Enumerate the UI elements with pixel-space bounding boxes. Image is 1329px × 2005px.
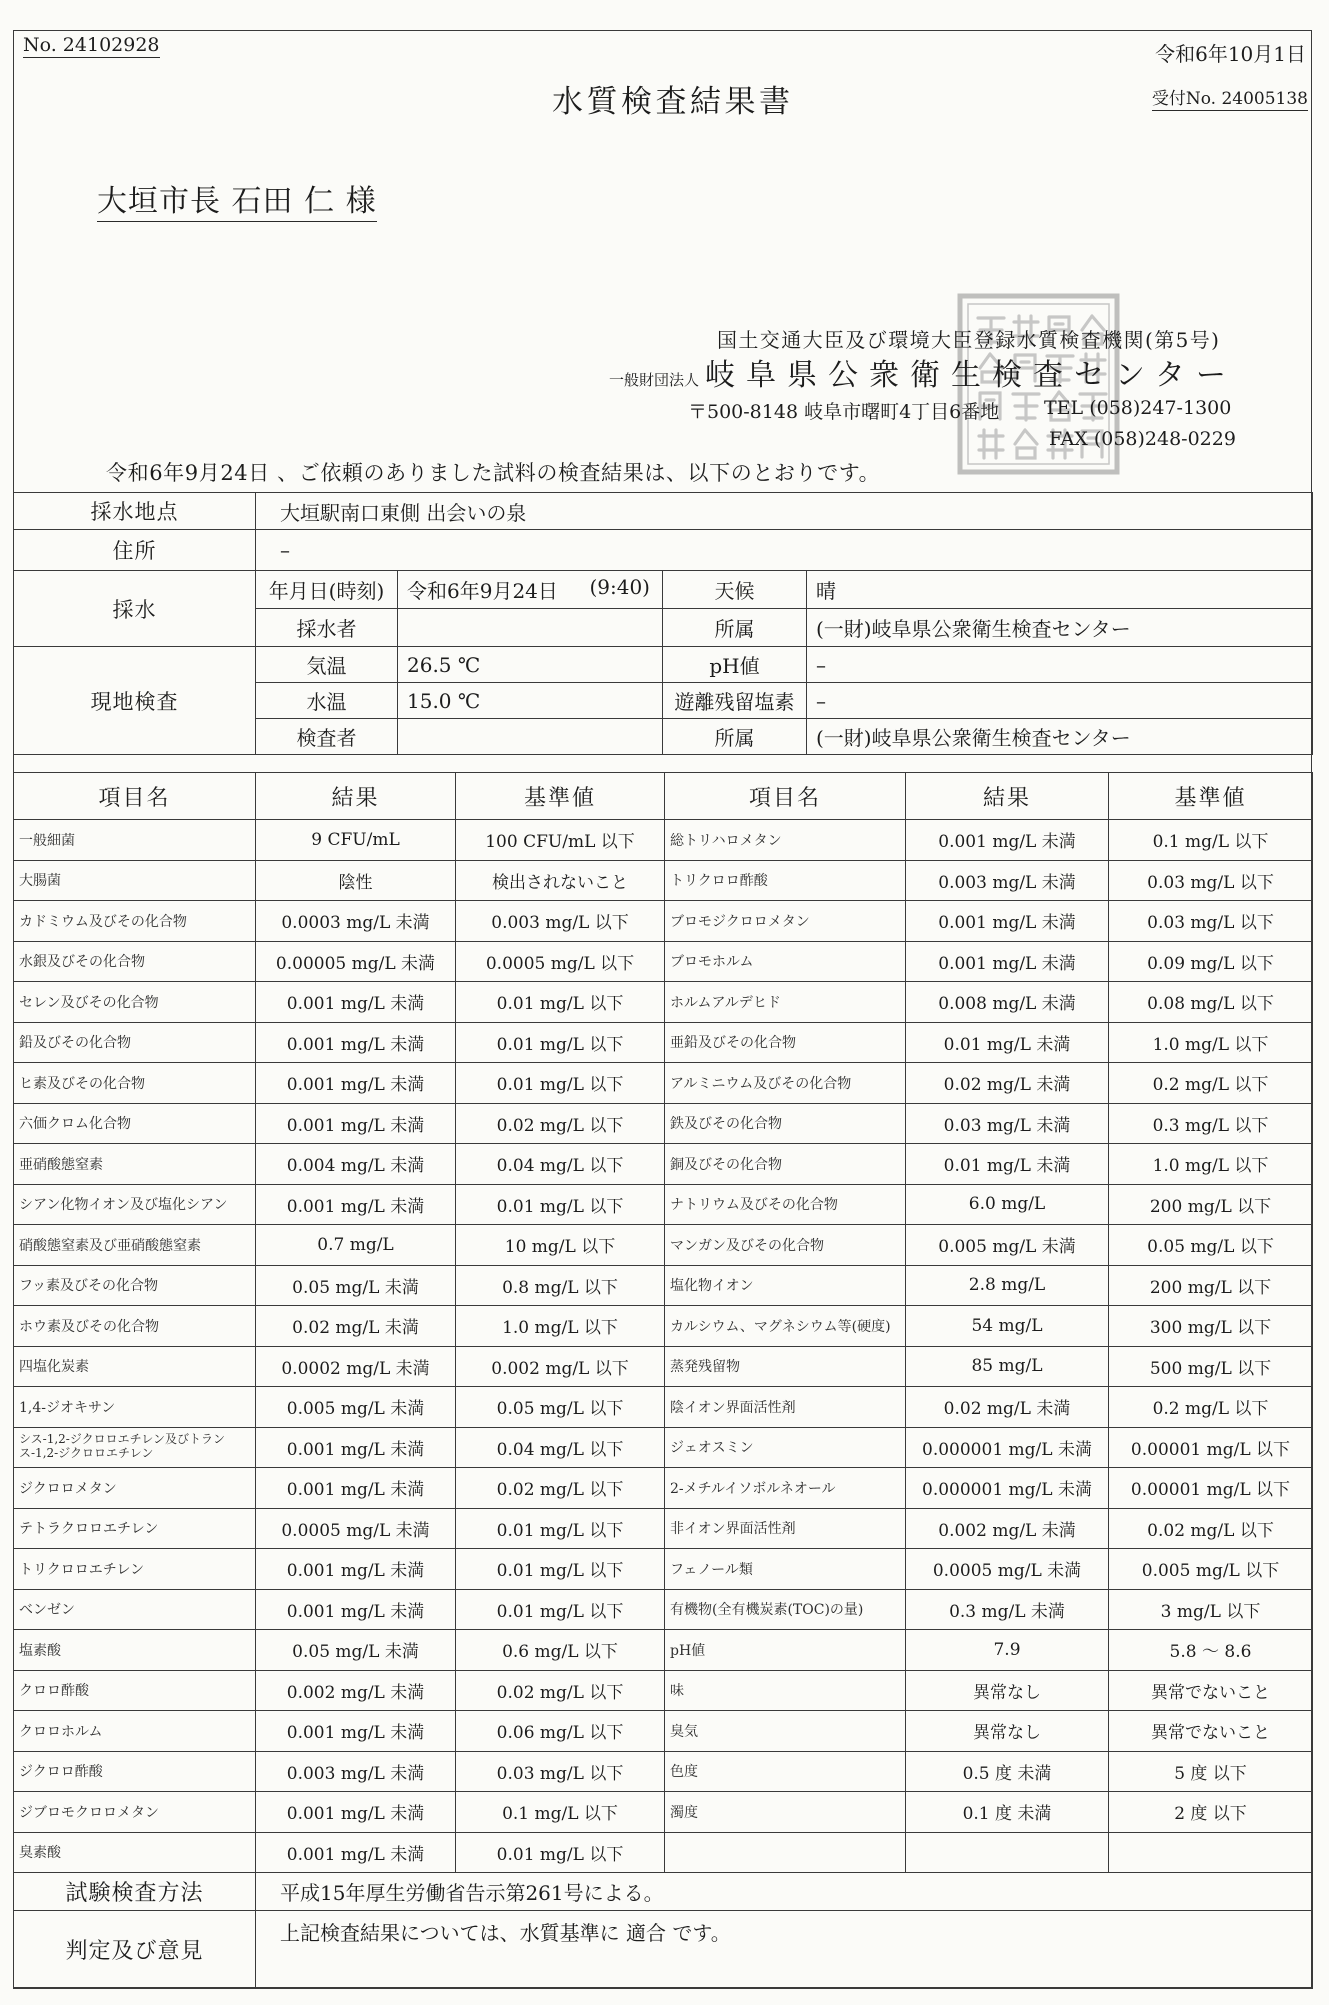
item-name: 有機物(全有機炭素(TOC)の量) bbox=[665, 1589, 906, 1630]
standard-value: 500 mg/L 以下 bbox=[1109, 1346, 1313, 1387]
item-name: ベンゼン bbox=[14, 1589, 256, 1630]
inspector-affiliation-label: 所属 bbox=[663, 719, 807, 755]
item-name: セレン及びその化合物 bbox=[14, 982, 256, 1023]
result-row bbox=[14, 1589, 1313, 1630]
result-row bbox=[14, 901, 1313, 942]
standard-value: 0.01 mg/L 以下 bbox=[456, 1549, 665, 1590]
field-test-label: 現地検査 bbox=[14, 647, 256, 755]
result-value: 0.02 mg/L 未満 bbox=[906, 1063, 1109, 1104]
result-row bbox=[14, 1670, 1313, 1711]
ph-value: – bbox=[807, 647, 1313, 683]
result-value: 0.004 mg/L 未満 bbox=[256, 1144, 456, 1185]
result-value: 0.02 mg/L 未満 bbox=[906, 1387, 1109, 1428]
results-header-row bbox=[14, 773, 1313, 820]
item-name bbox=[665, 1832, 906, 1873]
ph-label: pH値 bbox=[663, 647, 807, 683]
standard-value: 0.00001 mg/L 以下 bbox=[1109, 1468, 1313, 1509]
result-row bbox=[14, 1832, 1313, 1873]
intro-sentence bbox=[106, 457, 880, 487]
result-value: 0.005 mg/L 未満 bbox=[906, 1225, 1109, 1266]
result-value: 0.001 mg/L 未満 bbox=[906, 820, 1109, 861]
result-row bbox=[14, 860, 1313, 901]
item-name: カルシウム、マグネシウム等(硬度) bbox=[665, 1306, 906, 1347]
weather-value: 晴 bbox=[807, 571, 1313, 609]
header-standard: 基準値 bbox=[1109, 773, 1313, 820]
item-name: 濁度 bbox=[665, 1792, 906, 1833]
result-value: 0.001 mg/L 未満 bbox=[256, 982, 456, 1023]
standard-value: 0.05 mg/L 以下 bbox=[456, 1387, 665, 1428]
item-name: 大腸菌 bbox=[14, 860, 256, 901]
result-row bbox=[14, 1103, 1313, 1144]
item-name: 一般細菌 bbox=[14, 820, 256, 861]
result-value: 0.001 mg/L 未満 bbox=[256, 1792, 456, 1833]
header-item: 項目名 bbox=[665, 773, 906, 820]
air-temp-row bbox=[14, 647, 1313, 683]
item-name: 鉄及びその化合物 bbox=[665, 1103, 906, 1144]
item-name: 六価クロム化合物 bbox=[14, 1103, 256, 1144]
item-name: 塩化物イオン bbox=[665, 1265, 906, 1306]
sampler-affiliation-value: (一財)岐阜県公衆衛生検査センター bbox=[807, 609, 1313, 647]
air-temp-label: 気温 bbox=[256, 647, 398, 683]
issuer-registration: 国土交通大臣及び環境大臣登録水質検査機関(第5号) bbox=[717, 328, 1221, 352]
standard-value: 0.03 mg/L 以下 bbox=[1109, 860, 1313, 901]
sampling-label: 採水 bbox=[14, 571, 256, 647]
item-name: 硝酸態窒素及び亜硝酸態窒素 bbox=[14, 1225, 256, 1266]
water-temp-label: 水温 bbox=[256, 683, 398, 719]
item-name: フェノール類 bbox=[665, 1549, 906, 1590]
item-name: トリクロロエチレン bbox=[14, 1549, 256, 1590]
result-row bbox=[14, 941, 1313, 982]
result-value: 0.002 mg/L 未満 bbox=[256, 1670, 456, 1711]
standard-value: 0.3 mg/L 以下 bbox=[1109, 1103, 1313, 1144]
results-table bbox=[13, 772, 1313, 1873]
result-value: 0.01 mg/L 未満 bbox=[906, 1144, 1109, 1185]
issuer-fax: FAX (058)248-0229 bbox=[1049, 428, 1236, 450]
item-name: 陰イオン界面活性剤 bbox=[665, 1387, 906, 1428]
water-temp-value: 15.0 ℃ bbox=[398, 683, 663, 719]
datetime-value bbox=[398, 571, 663, 609]
result-value: 0.05 mg/L 未満 bbox=[256, 1265, 456, 1306]
header-item: 項目名 bbox=[14, 773, 256, 820]
result-value: 6.0 mg/L bbox=[906, 1184, 1109, 1225]
addressee: 大垣市長 石田 仁 様 bbox=[97, 176, 377, 222]
standard-value: 0.003 mg/L 以下 bbox=[456, 901, 665, 942]
standard-value: 0.8 mg/L 以下 bbox=[456, 1265, 665, 1306]
result-value: 0.0002 mg/L 未満 bbox=[256, 1346, 456, 1387]
result-value: 0.1 度 未満 bbox=[906, 1792, 1109, 1833]
method-row bbox=[14, 1873, 1313, 1911]
sampling-datetime-row bbox=[14, 571, 1313, 609]
judgement-value: 上記検査結果については、水質基準に 適合 です。 bbox=[256, 1911, 1313, 1989]
standard-value: 0.02 mg/L 以下 bbox=[456, 1468, 665, 1509]
result-row bbox=[14, 1792, 1313, 1833]
header-result: 結果 bbox=[906, 773, 1109, 820]
result-value: 0.002 mg/L 未満 bbox=[906, 1508, 1109, 1549]
item-name: pH値 bbox=[665, 1630, 906, 1671]
result-value: 0.5 度 未満 bbox=[906, 1751, 1109, 1792]
weather-label: 天候 bbox=[663, 571, 807, 609]
result-value: 0.001 mg/L 未満 bbox=[906, 941, 1109, 982]
result-value: 0.001 mg/L 未満 bbox=[256, 1711, 456, 1752]
standard-value: 0.002 mg/L 以下 bbox=[456, 1346, 665, 1387]
result-value: 0.008 mg/L 未満 bbox=[906, 982, 1109, 1023]
item-name: ブロモホルム bbox=[665, 941, 906, 982]
standard-value: 0.05 mg/L 以下 bbox=[1109, 1225, 1313, 1266]
standard-value: 0.01 mg/L 以下 bbox=[456, 1022, 665, 1063]
standard-value: 0.2 mg/L 以下 bbox=[1109, 1387, 1313, 1428]
result-row bbox=[14, 820, 1313, 861]
result-row bbox=[14, 1630, 1313, 1671]
issuer-address: 〒500-8148 岐阜市曙町4丁目6番地 bbox=[688, 401, 1000, 423]
header-standard: 基準値 bbox=[456, 773, 665, 820]
standard-value: 0.01 mg/L 以下 bbox=[456, 982, 665, 1023]
result-value: 0.0005 mg/L 未満 bbox=[256, 1508, 456, 1549]
standard-value: 0.09 mg/L 以下 bbox=[1109, 941, 1313, 982]
standard-value: 0.00001 mg/L 以下 bbox=[1109, 1427, 1313, 1468]
item-name: 味 bbox=[665, 1670, 906, 1711]
item-name: 色度 bbox=[665, 1751, 906, 1792]
issue-date: 令和6年10月1日 bbox=[1155, 42, 1306, 66]
judgement-label: 判定及び意見 bbox=[14, 1911, 256, 1989]
page-title: 水質検査結果書 bbox=[552, 84, 794, 120]
result-row bbox=[14, 1063, 1313, 1104]
standard-value: 3 mg/L 以下 bbox=[1109, 1589, 1313, 1630]
location-row bbox=[14, 493, 1313, 530]
standard-value: 0.02 mg/L 以下 bbox=[1109, 1508, 1313, 1549]
inspector-affiliation-value: (一財)岐阜県公衆衛生検査センター bbox=[807, 719, 1313, 755]
item-name: トリクロロ酢酸 bbox=[665, 860, 906, 901]
result-row bbox=[14, 1184, 1313, 1225]
footer-table bbox=[13, 1872, 1313, 1989]
location-label: 採水地点 bbox=[14, 493, 256, 530]
result-value bbox=[906, 1832, 1109, 1873]
result-row bbox=[14, 1751, 1313, 1792]
issuer-org-type: 一般財団法人 bbox=[609, 371, 700, 389]
result-row bbox=[14, 1711, 1313, 1752]
standard-value: 1.0 mg/L 以下 bbox=[456, 1306, 665, 1347]
sampler-value bbox=[398, 609, 663, 647]
issuer-tel: TEL (058)247-1300 bbox=[1044, 397, 1232, 419]
result-value: 0.001 mg/L 未満 bbox=[256, 1549, 456, 1590]
item-name: カドミウム及びその化合物 bbox=[14, 901, 256, 942]
result-value: 0.05 mg/L 未満 bbox=[256, 1630, 456, 1671]
item-name: ジクロロ酢酸 bbox=[14, 1751, 256, 1792]
standard-value: 検出されないこと bbox=[456, 860, 665, 901]
item-name: ブロモジクロロメタン bbox=[665, 901, 906, 942]
item-name: 塩素酸 bbox=[14, 1630, 256, 1671]
standard-value: 0.01 mg/L 以下 bbox=[456, 1184, 665, 1225]
result-value: 異常なし bbox=[906, 1711, 1109, 1752]
results-body bbox=[14, 820, 1313, 1873]
result-row bbox=[14, 1306, 1313, 1347]
standard-value: 0.0005 mg/L 以下 bbox=[456, 941, 665, 982]
result-row bbox=[14, 1468, 1313, 1509]
standard-value: 10 mg/L 以下 bbox=[456, 1225, 665, 1266]
intro-text: 、ご依頼のありました試料の検査結果は、以下のとおりです。 bbox=[269, 461, 881, 485]
item-name: 亜鉛及びその化合物 bbox=[665, 1022, 906, 1063]
result-value: 85 mg/L bbox=[906, 1346, 1109, 1387]
standard-value: 5 度 以下 bbox=[1109, 1751, 1313, 1792]
result-value: 0.001 mg/L 未満 bbox=[256, 1103, 456, 1144]
address-row bbox=[14, 530, 1313, 571]
method-value: 平成15年厚生労働省告示第261号による。 bbox=[256, 1873, 1313, 1911]
item-name: 臭素酸 bbox=[14, 1832, 256, 1873]
result-value: 0.7 mg/L bbox=[256, 1225, 456, 1266]
result-value: 0.001 mg/L 未満 bbox=[256, 1832, 456, 1873]
item-name: ナトリウム及びその化合物 bbox=[665, 1184, 906, 1225]
standard-value: 2 度 以下 bbox=[1109, 1792, 1313, 1833]
item-name: ジクロロメタン bbox=[14, 1468, 256, 1509]
standard-value: 0.02 mg/L 以下 bbox=[456, 1670, 665, 1711]
standard-value: 5.8 ～ 8.6 bbox=[1109, 1630, 1313, 1671]
standard-value: 0.03 mg/L 以下 bbox=[1109, 901, 1313, 942]
result-row bbox=[14, 1346, 1313, 1387]
result-value: 陰性 bbox=[256, 860, 456, 901]
standard-value: 0.04 mg/L 以下 bbox=[456, 1144, 665, 1185]
result-value: 0.0003 mg/L 未満 bbox=[256, 901, 456, 942]
document-number: No. 24102928 bbox=[23, 34, 160, 56]
result-value: 異常なし bbox=[906, 1670, 1109, 1711]
item-name: シアン化物イオン及び塩化シアン bbox=[14, 1184, 256, 1225]
method-label: 試験検査方法 bbox=[14, 1873, 256, 1911]
request-date: 令和6年9月24日 bbox=[106, 461, 270, 485]
judgement-row bbox=[14, 1911, 1313, 1989]
standard-value: 0.005 mg/L 以下 bbox=[1109, 1549, 1313, 1590]
standard-value: 0.04 mg/L 以下 bbox=[456, 1427, 665, 1468]
chlorine-label: 遊離残留塩素 bbox=[663, 683, 807, 719]
result-value: 0.3 mg/L 未満 bbox=[906, 1589, 1109, 1630]
result-value: 0.001 mg/L 未満 bbox=[256, 1468, 456, 1509]
sampling-date: 令和6年9月24日 bbox=[407, 579, 558, 603]
receipt-number: 受付No. 24005138 bbox=[1152, 84, 1308, 111]
item-name: 銅及びその化合物 bbox=[665, 1144, 906, 1185]
sampling-time: (9:40) bbox=[589, 575, 650, 599]
result-value: 0.0005 mg/L 未満 bbox=[906, 1549, 1109, 1590]
item-name: クロロホルム bbox=[14, 1711, 256, 1752]
item-name: ホルムアルデヒド bbox=[665, 982, 906, 1023]
standard-value: 0.2 mg/L 以下 bbox=[1109, 1063, 1313, 1104]
standard-value: 1.0 mg/L 以下 bbox=[1109, 1144, 1313, 1185]
standard-value: 異常でないこと bbox=[1109, 1670, 1313, 1711]
issuer-org-name: 岐阜県公衆衛生検査センター bbox=[705, 358, 1237, 393]
inspector-label: 検査者 bbox=[256, 719, 398, 755]
standard-value: 0.1 mg/L 以下 bbox=[1109, 820, 1313, 861]
result-value: 0.001 mg/L 未満 bbox=[256, 1022, 456, 1063]
result-row bbox=[14, 1387, 1313, 1428]
standard-value: 0.08 mg/L 以下 bbox=[1109, 982, 1313, 1023]
item-name: 鉛及びその化合物 bbox=[14, 1022, 256, 1063]
air-temp-value: 26.5 ℃ bbox=[398, 647, 663, 683]
result-value: 0.001 mg/L 未満 bbox=[256, 1427, 456, 1468]
item-name: 非イオン界面活性剤 bbox=[665, 1508, 906, 1549]
location-value: 大垣駅南口東側 出会いの泉 bbox=[256, 493, 1313, 530]
item-name: フッ素及びその化合物 bbox=[14, 1265, 256, 1306]
standard-value: 0.01 mg/L 以下 bbox=[456, 1589, 665, 1630]
result-value: 7.9 bbox=[906, 1630, 1109, 1671]
result-row bbox=[14, 1427, 1313, 1468]
issuer-organization bbox=[609, 350, 1237, 394]
standard-value: 200 mg/L 以下 bbox=[1109, 1184, 1313, 1225]
result-value: 0.001 mg/L 未満 bbox=[256, 1063, 456, 1104]
item-name: アルミニウム及びその化合物 bbox=[665, 1063, 906, 1104]
item-name: ヒ素及びその化合物 bbox=[14, 1063, 256, 1104]
header-result: 結果 bbox=[256, 773, 456, 820]
item-name: 臭気 bbox=[665, 1711, 906, 1752]
item-name: ジェオスミン bbox=[665, 1427, 906, 1468]
result-value: 0.000001 mg/L 未満 bbox=[906, 1468, 1109, 1509]
standard-value bbox=[1109, 1832, 1313, 1873]
inspector-value bbox=[398, 719, 663, 755]
result-value: 0.000001 mg/L 未満 bbox=[906, 1427, 1109, 1468]
address-label: 住所 bbox=[14, 530, 256, 571]
standard-value: 0.02 mg/L 以下 bbox=[456, 1103, 665, 1144]
item-name: テトラクロロエチレン bbox=[14, 1508, 256, 1549]
standard-value: 300 mg/L 以下 bbox=[1109, 1306, 1313, 1347]
result-value: 0.005 mg/L 未満 bbox=[256, 1387, 456, 1428]
sampler-affiliation-label: 所属 bbox=[663, 609, 807, 647]
chlorine-value: – bbox=[807, 683, 1313, 719]
result-value: 0.00005 mg/L 未満 bbox=[256, 941, 456, 982]
result-value: 0.03 mg/L 未満 bbox=[906, 1103, 1109, 1144]
item-name: 亜硝酸態窒素 bbox=[14, 1144, 256, 1185]
item-name: ホウ素及びその化合物 bbox=[14, 1306, 256, 1347]
standard-value: 0.1 mg/L 以下 bbox=[456, 1792, 665, 1833]
standard-value: 0.6 mg/L 以下 bbox=[456, 1630, 665, 1671]
item-name: ジブロモクロロメタン bbox=[14, 1792, 256, 1833]
result-row bbox=[14, 982, 1313, 1023]
result-value: 0.01 mg/L 未満 bbox=[906, 1022, 1109, 1063]
result-row bbox=[14, 1549, 1313, 1590]
item-name: シス-1,2-ジクロロエチレン及びトランス-1,2-ジクロロエチレン bbox=[14, 1427, 256, 1468]
result-row bbox=[14, 1508, 1313, 1549]
address-value: – bbox=[256, 530, 1313, 571]
item-name: 四塩化炭素 bbox=[14, 1346, 256, 1387]
result-row bbox=[14, 1022, 1313, 1063]
item-name: 水銀及びその化合物 bbox=[14, 941, 256, 982]
standard-value: 100 CFU/mL 以下 bbox=[456, 820, 665, 861]
item-name: クロロ酢酸 bbox=[14, 1670, 256, 1711]
standard-value: 0.01 mg/L 以下 bbox=[456, 1832, 665, 1873]
standard-value: 1.0 mg/L 以下 bbox=[1109, 1022, 1313, 1063]
sampler-label: 採水者 bbox=[256, 609, 398, 647]
result-row bbox=[14, 1144, 1313, 1185]
standard-value: 0.06 mg/L 以下 bbox=[456, 1711, 665, 1752]
result-value: 0.001 mg/L 未満 bbox=[906, 901, 1109, 942]
item-name: 1,4-ジオキサン bbox=[14, 1387, 256, 1428]
item-name: 総トリハロメタン bbox=[665, 820, 906, 861]
standard-value: 0.01 mg/L 以下 bbox=[456, 1508, 665, 1549]
result-row bbox=[14, 1225, 1313, 1266]
standard-value: 0.03 mg/L 以下 bbox=[456, 1751, 665, 1792]
item-name: マンガン及びその化合物 bbox=[665, 1225, 906, 1266]
result-value: 9 CFU/mL bbox=[256, 820, 456, 861]
result-row bbox=[14, 1265, 1313, 1306]
standard-value: 0.01 mg/L 以下 bbox=[456, 1063, 665, 1104]
standard-value: 異常でないこと bbox=[1109, 1711, 1313, 1752]
result-value: 0.003 mg/L 未満 bbox=[256, 1751, 456, 1792]
result-value: 54 mg/L bbox=[906, 1306, 1109, 1347]
item-name: 2-メチルイソボルネオール bbox=[665, 1468, 906, 1509]
result-value: 0.001 mg/L 未満 bbox=[256, 1184, 456, 1225]
result-value: 2.8 mg/L bbox=[906, 1265, 1109, 1306]
result-value: 0.001 mg/L 未満 bbox=[256, 1589, 456, 1630]
standard-value: 200 mg/L 以下 bbox=[1109, 1265, 1313, 1306]
sample-info-table bbox=[13, 492, 1313, 755]
result-value: 0.02 mg/L 未満 bbox=[256, 1306, 456, 1347]
datetime-label: 年月日(時刻) bbox=[256, 571, 398, 609]
result-value: 0.003 mg/L 未満 bbox=[906, 860, 1109, 901]
item-name: 蒸発残留物 bbox=[665, 1346, 906, 1387]
